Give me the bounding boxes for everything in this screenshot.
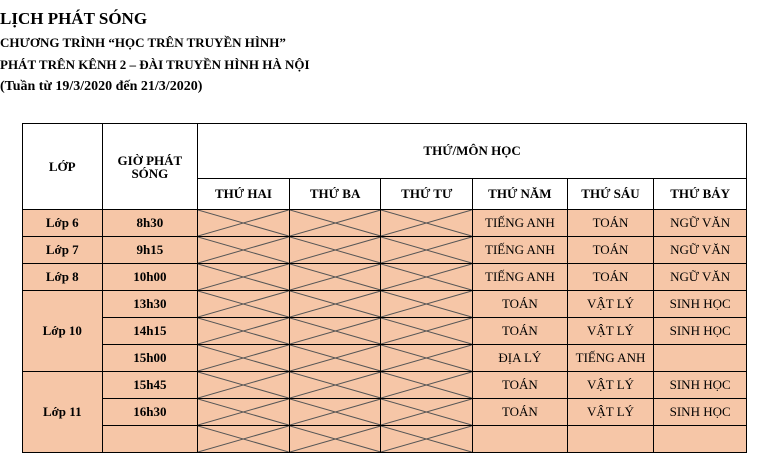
header-time: GIỜ PHÁT SÓNG [102,124,198,210]
no-broadcast-cell [289,345,381,372]
subject-fri: VẬT LÝ [567,318,654,345]
program-name: CHƯƠNG TRÌNH “HỌC TRÊN TRUYỀN HÌNH” [0,35,286,50]
table-row [23,291,747,318]
class-name: Lớp 8 [23,264,103,291]
cross-mark-icon [198,372,289,398]
cross-mark-icon [381,372,472,398]
no-broadcast-cell [289,426,381,453]
cross-mark-icon [198,291,289,317]
no-broadcast-cell [381,237,473,264]
subject-thu: TIẾNG ANH [473,210,568,237]
no-broadcast-cell [289,237,381,264]
no-broadcast-cell [198,399,290,426]
no-broadcast-cell [198,237,290,264]
cross-mark-icon [198,426,289,452]
table-row [23,264,747,291]
header-day: THỨ BẢY [654,179,747,210]
subject-thu: ĐỊA LÝ [473,345,568,372]
subject-sat: SINH HỌC [654,291,747,318]
class-name: Lớp 10 [23,291,103,372]
no-broadcast-cell [198,291,290,318]
broadcast-time [102,426,198,453]
cross-mark-icon [290,318,381,344]
no-broadcast-cell [289,399,381,426]
class-name: Lớp 11 [23,372,103,453]
no-broadcast-cell [198,372,290,399]
table-row [23,345,747,372]
subject-sat: NGỮ VĂN [654,237,747,264]
cross-mark-icon [290,210,381,236]
no-broadcast-cell [381,426,473,453]
class-name: Lớp 7 [23,237,103,264]
no-broadcast-cell [198,210,290,237]
cross-mark-icon [290,372,381,398]
cross-mark-icon [381,426,472,452]
subject-sat [654,345,747,372]
cross-mark-icon [290,345,381,371]
subject-sat: SINH HỌC [654,399,747,426]
subject-thu: TOÁN [473,399,568,426]
subject-fri: TOÁN [567,237,654,264]
subject-fri: TOÁN [567,210,654,237]
cross-mark-icon [198,264,289,290]
cross-mark-icon [290,264,381,290]
no-broadcast-cell [289,372,381,399]
cross-mark-icon [290,399,381,425]
broadcast-time: 8h30 [102,210,198,237]
header-day: THỨ BA [289,179,381,210]
cross-mark-icon [381,399,472,425]
cross-mark-icon [198,345,289,371]
no-broadcast-cell [289,318,381,345]
subject-sat: SINH HỌC [654,318,747,345]
no-broadcast-cell [289,210,381,237]
subject-sat [654,426,747,453]
broadcast-time: 15h45 [102,372,198,399]
no-broadcast-cell [381,372,473,399]
no-broadcast-cell [381,399,473,426]
header-day: THỨ TƯ [381,179,473,210]
table-row [23,372,747,399]
no-broadcast-cell [289,264,381,291]
subject-thu: TOÁN [473,291,568,318]
cross-mark-icon [381,264,472,290]
subject-sat: NGỮ VĂN [654,264,747,291]
page-title: LỊCH PHÁT SÓNG [0,9,148,28]
header-days-group: THỨ/MÔN HỌC [198,124,747,179]
header-day: THỨ HAI [198,179,290,210]
cross-mark-icon [381,291,472,317]
no-broadcast-cell [381,210,473,237]
subject-sat: NGỮ VĂN [654,210,747,237]
broadcast-time: 16h30 [102,399,198,426]
no-broadcast-cell [198,318,290,345]
cross-mark-icon [381,318,472,344]
subject-thu: TOÁN [473,372,568,399]
cross-mark-icon [198,399,289,425]
subject-thu: TIẾNG ANH [473,264,568,291]
subject-fri: VẬT LÝ [567,399,654,426]
no-broadcast-cell [198,426,290,453]
broadcast-time: 10h00 [102,264,198,291]
subject-fri: VẬT LÝ [567,372,654,399]
no-broadcast-cell [198,345,290,372]
cross-mark-icon [381,237,472,263]
table-row [23,399,747,426]
table-row [23,318,747,345]
header-class: LỚP [23,124,103,210]
broadcast-time: 13h30 [102,291,198,318]
class-name: Lớp 6 [23,210,103,237]
subject-thu [473,426,568,453]
cross-mark-icon [198,210,289,236]
subject-thu: TIẾNG ANH [473,237,568,264]
subject-sat: SINH HỌC [654,372,747,399]
no-broadcast-cell [381,345,473,372]
table-row [23,426,747,453]
cross-mark-icon [198,237,289,263]
no-broadcast-cell [381,318,473,345]
cross-mark-icon [381,345,472,371]
table-row [23,237,747,264]
subject-fri: VẬT LÝ [567,291,654,318]
subject-fri: TOÁN [567,264,654,291]
broadcast-time: 15h00 [102,345,198,372]
no-broadcast-cell [198,264,290,291]
subject-thu: TOÁN [473,318,568,345]
week-range: (Tuần từ 19/3/2020 đến 21/3/2020) [0,79,203,94]
cross-mark-icon [198,318,289,344]
table-row [23,210,747,237]
broadcast-time: 9h15 [102,237,198,264]
schedule-table [22,123,747,453]
cross-mark-icon [290,291,381,317]
no-broadcast-cell [381,264,473,291]
cross-mark-icon [290,426,381,452]
header-day: THỨ SÁU [567,179,654,210]
header-day: THỨ NĂM [473,179,568,210]
broadcast-time: 14h15 [102,318,198,345]
subject-fri: TIẾNG ANH [567,345,654,372]
no-broadcast-cell [381,291,473,318]
broadcast-channel: PHÁT TRÊN KÊNH 2 – ĐÀI TRUYỀN HÌNH HÀ NỘI [0,57,310,72]
subject-fri [567,426,654,453]
no-broadcast-cell [289,291,381,318]
cross-mark-icon [290,237,381,263]
cross-mark-icon [381,210,472,236]
